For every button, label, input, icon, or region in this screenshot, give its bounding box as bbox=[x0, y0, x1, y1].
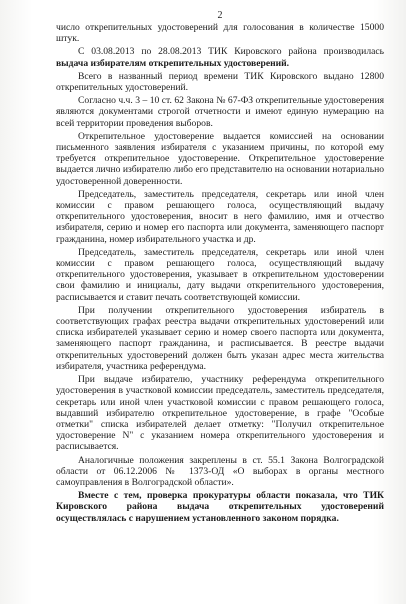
paragraph-issuance-basis: Открепительное удостоверение выдается комиссией на основании письменного заявления избирателя с указанием причины, по которой ему требуется открепительное удостоверение. Открепительное удостоверение выдается лично избирателю либо его представителю на основании нотариально удостоверенной доверенности. bbox=[56, 130, 384, 187]
paragraph-total-issued: Всего в названный период времени ТИК Кировского выдано 12800 открепительных удостоверений. bbox=[56, 70, 384, 94]
paragraph-official-signature: Председатель, заместитель председателя, секретарь или иной член комиссии с правом решающего голоса, осуществляющий выдачу открепительного удостоверения, указывает в открепительном удостоверении свои фамилию и инициалы, дату выдачи открепительного удостоверения, расписывается и ставит печать соответствующей комиссии. bbox=[56, 246, 384, 303]
paragraph-continuation: число открепительных удостоверений для голосования в количестве 15000 штук. bbox=[56, 22, 384, 45]
paragraph-precinct-marking: При выдаче избирателю, участнику референдума открепительного удостоверения в участковой комиссии председатель, заместитель председателя, секретарь или иной член участковой комиссии с правом решающего голоса, выдавший избирателю открепительное удостоверение, в графе "Особые отметки" списка избирателей делает отметку: "Получил открепительное удостоверение N" с указанием номера открепительного удостоверения и расписывается. bbox=[56, 374, 384, 453]
paragraph-law-reference: Согласно ч.ч. 3 – 10 ст. 62 Закона № 67-ФЗ открепительные удостоверения являются документами строгой отчетности и имеют единую нумерацию на всей территории проведения выборов. bbox=[56, 95, 384, 129]
paragraph-violation-finding: Вместе с тем, проверка прокуратуры области показала, что ТИК Кировского района выдача открепительных удостоверений осуществлялась с нарушением установленного законом порядка. bbox=[56, 490, 384, 524]
issuance-period-text: С 03.08.2013 по 28.08.2013 ТИК Кировского района производилась bbox=[78, 46, 384, 58]
issuance-period-bold-text: выдача избирателям открепительных удостоверений. bbox=[56, 57, 290, 69]
page-number: 2 bbox=[217, 10, 223, 21]
paragraph-issuance-period bbox=[56, 46, 384, 68]
paragraph-voter-receipt: При получении открепительного удостоверения избиратель в соответствующих графах реестра выдачи открепительных удостоверений или списка избирателей указывает серию и номер своего паспорта или документа, заменяющего паспорт гражданина, и расписывается. В реестре выдачи открепительных удостоверений должен быть указан адрес места жительства избирателя, участника референдума. bbox=[56, 304, 384, 372]
paragraph-regional-law: Аналогичные положения закреплены в ст. 55.1 Закона Волгоградской области от 06.12.2006 № 1373-ОД «О выборах в органы местного самоуправления в Волгоградской области». bbox=[56, 454, 384, 488]
paragraph-official-entries: Председатель, заместитель председателя, секретарь или иной член комиссии с правом решающего голоса, осуществляющий выдачу открепительного удостоверения, вносит в него фамилию, имя и отчество избирателя, серию и номер его паспорта или документа, заменяющего паспорт гражданина, номер избирательного участка и др. bbox=[56, 188, 384, 245]
